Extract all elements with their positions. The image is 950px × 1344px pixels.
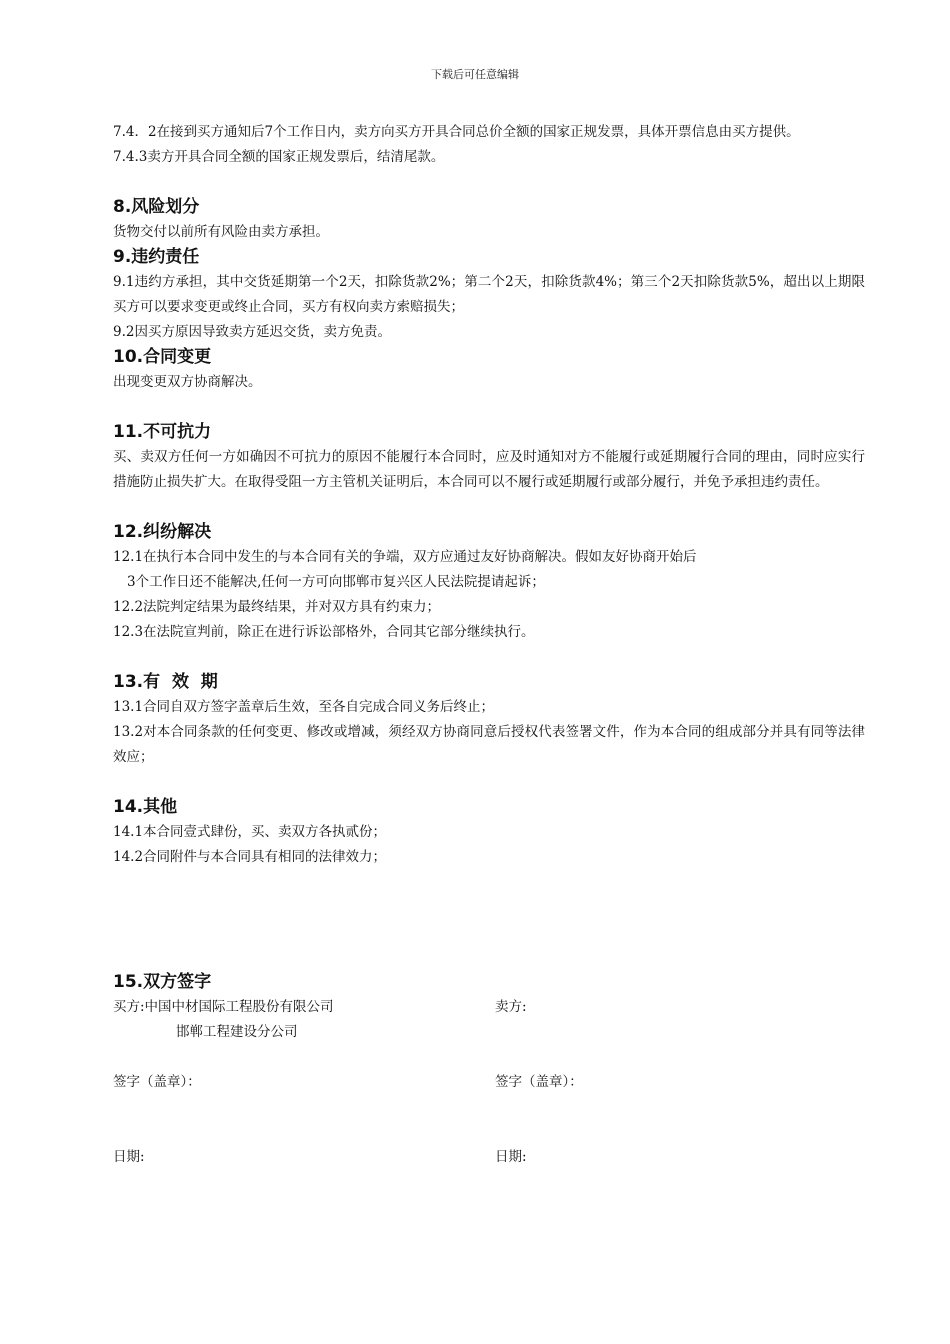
- section-12-title: 12.纠纷解决: [113, 522, 212, 542]
- clause-14-1: 14.1本合同壹式肆份，买、卖双方各执贰份；: [113, 824, 387, 840]
- spacer: [113, 395, 865, 420]
- header-note: 下载后可任意编辑: [431, 68, 519, 81]
- clause-7-4-2: 7.4．2在接到买方通知后7个工作日内，卖方向买方开具合同总价全额的国家正规发票，具体开票信息由买方提供。: [113, 124, 800, 140]
- spacer: [113, 870, 865, 970]
- section-8-text: 货物交付以前所有风险由卖方承担。: [113, 224, 329, 240]
- clause-12-2: 12.2法院判定结果为最终结果，并对双方具有约束力；: [113, 599, 441, 615]
- buyer-name: 买方:中国中材国际工程股份有限公司: [113, 999, 334, 1015]
- section-14-title: 14.其他: [113, 797, 178, 817]
- spacer: [113, 1120, 865, 1145]
- signature-parties-row: [113, 995, 865, 1045]
- clause-9-2: 9.2因买方原因导致卖方延迟交货，卖方免责。: [113, 324, 391, 340]
- signature-date-row: [113, 1145, 865, 1170]
- spacer: [113, 170, 865, 195]
- section-13-title: 13.有 效 期: [113, 672, 218, 692]
- clause-9-1: 9.1违约方承担，其中交货延期第一个2天，扣除货款2%；第二个2天，扣除货款4%；第三个2天扣除货款5%，超出以上期限买方可以要求变更或终止合同，买方有权向卖方索赔损失；: [113, 274, 865, 315]
- section-10-title: 10.合同变更: [113, 347, 212, 367]
- signature-stamp-row: [113, 1070, 865, 1095]
- seller-signature-label: 签字（盖章）：: [495, 1074, 583, 1090]
- buyer-signature-label: 签字（盖章）：: [113, 1074, 201, 1090]
- contract-body: [113, 120, 865, 1170]
- section-15-title: 15.双方签字: [113, 972, 212, 992]
- spacer: [113, 645, 865, 670]
- clause-12-3: 12.3在法院宣判前，除正在进行诉讼部格外，合同其它部分继续执行。: [113, 624, 535, 640]
- spacer: [113, 1095, 865, 1120]
- section-10-text: 出现变更双方协商解决。: [113, 374, 262, 390]
- section-9-title: 9.违约责任: [113, 247, 200, 267]
- buyer-branch: 邯郸工程建设分公司: [176, 1024, 298, 1040]
- section-8-title: 8.风险划分: [113, 197, 200, 217]
- clause-13-2: 13.2对本合同条款的任何变更、修改或增减，须经双方协商同意后授权代表签署文件，作为本合同的组成部分并具有同等法律效应；: [113, 724, 865, 765]
- section-11-text: 买、卖双方任何一方如确因不可抗力的原因不能履行本合同时，应及时通知对方不能履行或延期履行合同的理由，同时应实行措施防止损失扩大。在取得受阻一方主管机关证明后，本合同可以不履行或延期履行或部分履行，并免予承担违约责任。: [113, 449, 865, 490]
- clause-12-1: 12.1在执行本合同中发生的与本合同有关的争端，双方应通过友好协商解决。假如友好协商开始后: [113, 549, 697, 565]
- buyer-date-label: 日期:: [113, 1149, 145, 1165]
- clause-13-1: 13.1合同自双方签字盖章后生效，至各自完成合同义务后终止；: [113, 699, 495, 715]
- spacer: [113, 1045, 865, 1070]
- seller-date-label: 日期:: [495, 1149, 527, 1165]
- clause-14-2: 14.2合同附件与本合同具有相同的法律效力；: [113, 849, 387, 865]
- seller-name: 卖方:: [495, 999, 527, 1015]
- section-11-title: 11.不可抗力: [113, 422, 212, 442]
- clause-7-4-3: 7.4.3卖方开具合同全额的国家正规发票后，结清尾款。: [113, 149, 445, 165]
- spacer: [113, 495, 865, 520]
- spacer: [113, 770, 865, 795]
- clause-12-1-cont: 3个工作日还不能解决,任何一方可向邯郸市复兴区人民法院提请起诉；: [127, 574, 545, 590]
